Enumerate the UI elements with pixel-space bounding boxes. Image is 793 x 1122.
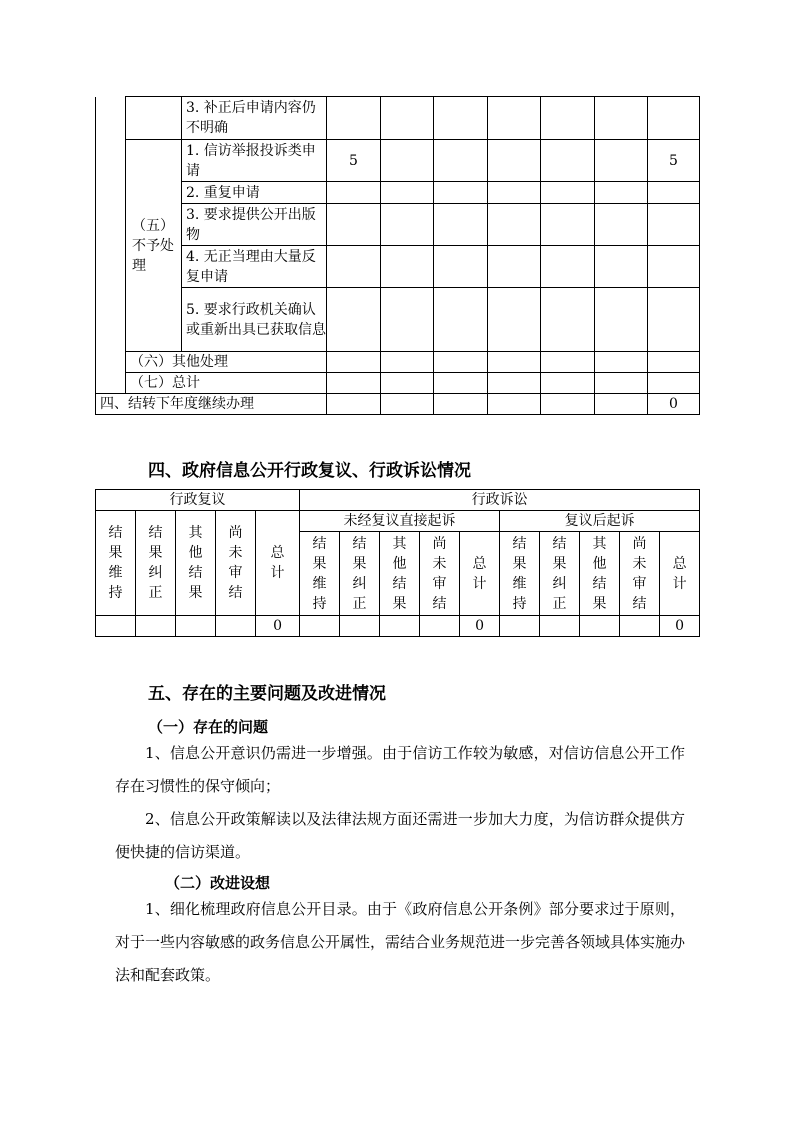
col-header: 尚 未 审 结: [420, 532, 460, 616]
cell-total: 0: [660, 616, 700, 637]
subsection-title: （二）改进设想: [165, 874, 271, 892]
col-header: 结 果 维 持: [500, 532, 540, 616]
paragraph: 1、细化梳理政府信息公开目录。由于《政府信息公开条例》部分要求过于原则，对于一些内容敏感的政务信息公开属性，需结合业务规范进一步完善各领域具体实施办法和配套政策。: [115, 900, 686, 984]
row-label: 2. 重复申请: [182, 182, 327, 204]
header-fuyi: 行政复议: [96, 490, 300, 511]
col-header: 结 果 纠 正: [540, 532, 580, 616]
col-header: 结 果 纠 正: [136, 511, 176, 616]
table-row: [96, 182, 700, 204]
table-row: [96, 140, 700, 182]
header-fuyihou: 复议后起诉: [500, 511, 700, 532]
row-label: 3. 要求提供公开出版物: [182, 204, 327, 246]
table-row: [96, 288, 700, 352]
section-title: 五、存在的主要问题及改进情况: [148, 684, 386, 704]
row-label: （六）其他处理: [126, 352, 327, 373]
header-susong: 行政诉讼: [300, 490, 700, 511]
col-header: 尚 未 审 结: [216, 511, 256, 616]
category-label: （五）不予处理: [126, 140, 182, 352]
row-label: 4. 无正当理由大量反复申请: [182, 246, 327, 288]
cell-total: 0: [648, 394, 700, 415]
table-row: [96, 97, 700, 140]
cell-total: 5: [648, 140, 700, 182]
table-row: [96, 616, 700, 637]
row-label: 3. 补正后申请内容仍不明确: [182, 97, 327, 140]
col-header: 其 他 结 果: [580, 532, 620, 616]
col-header: 结 果 维 持: [96, 511, 136, 616]
row-label: 1. 信访举报投诉类申请: [182, 140, 327, 182]
col-header: 结 果 纠 正: [340, 532, 380, 616]
cell-total: 0: [256, 616, 300, 637]
table-row: [96, 352, 700, 373]
col-header: 总 计: [460, 532, 500, 616]
header-weijing: 未经复议直接起诉: [300, 511, 500, 532]
carryover-table: [95, 393, 700, 415]
table-row: [96, 246, 700, 288]
paragraph: 1、信息公开意识仍需进一步增强。由于信访工作较为敏感，对信访信息公开工作存在习惯性的保守倾向；: [115, 744, 685, 795]
row-label: 5. 要求行政机关确认或重新出具已获取信息: [182, 288, 327, 352]
section-title: 四、政府信息公开行政复议、行政诉讼情况: [148, 461, 471, 481]
row-label: 四、结转下年度继续办理: [96, 394, 327, 415]
table-row: [96, 204, 700, 246]
table-row: [96, 373, 700, 394]
col-header: 尚 未 审 结: [620, 532, 660, 616]
cell-total: 0: [460, 616, 500, 637]
application-handling-table: [95, 96, 700, 394]
table-row: [96, 394, 700, 415]
col-header: 结 果 维 持: [300, 532, 340, 616]
row-label: （七）总计: [126, 373, 327, 394]
col-header: 总 计: [660, 532, 700, 616]
col-header: 其 他 结 果: [176, 511, 216, 616]
review-litigation-table: [95, 489, 700, 637]
cell-value: 5: [327, 140, 381, 182]
paragraph: 2、信息公开政策解读以及法律法规方面还需进一步加大力度，为信访群众提供方便快捷的信访渠道。: [115, 810, 685, 861]
col-header: 总 计: [256, 511, 300, 616]
subsection-title: （一）存在的问题: [148, 718, 269, 736]
col-header: 其 他 结 果: [380, 532, 420, 616]
